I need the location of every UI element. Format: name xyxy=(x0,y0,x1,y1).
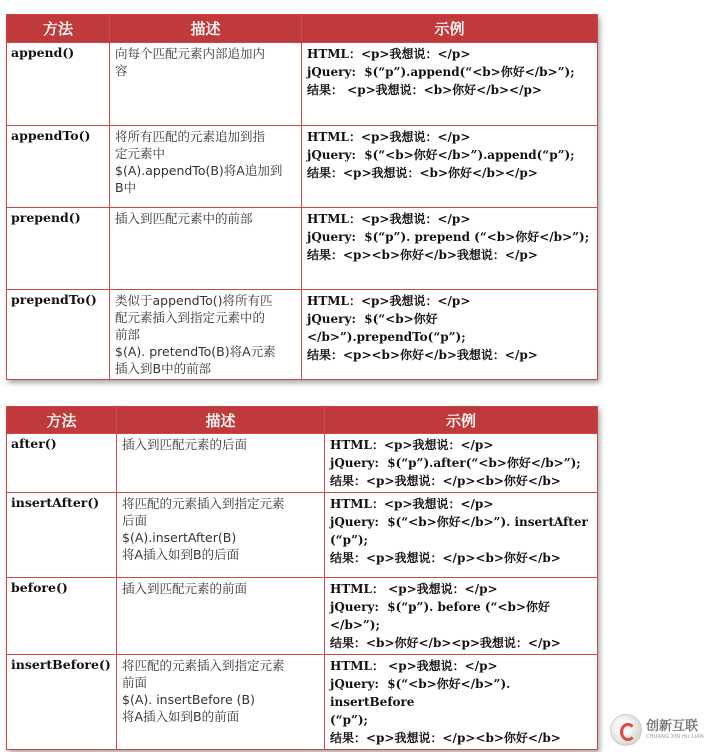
header-description: 描述 xyxy=(110,15,302,43)
example-line: jQuery: $(“p”). before (“<b>你好</b>”); xyxy=(330,600,550,632)
header-description: 描述 xyxy=(117,407,325,434)
method-example xyxy=(325,493,598,578)
example-line: HTML：<p>我想说：</p> xyxy=(307,130,471,144)
table-row xyxy=(7,208,598,290)
method-name: before() xyxy=(7,578,117,655)
description-line: 后面 xyxy=(122,513,148,528)
table-header-row xyxy=(7,15,598,43)
description-line: 前面 xyxy=(122,675,148,690)
example-line: jQuery: $(“p”).after(“<b>你好</b>”); xyxy=(330,456,581,470)
header-example: 示例 xyxy=(302,15,598,43)
method-description xyxy=(110,43,302,126)
example-line: HTML： <p>我想说：</p> xyxy=(330,582,498,596)
method-description xyxy=(117,493,325,578)
method-description xyxy=(117,434,325,493)
example-line: jQuery: $(“p”). prepend (“<b>你好</b>”); xyxy=(307,230,590,244)
table-row xyxy=(7,126,598,208)
description-line: 插入到匹配元素的前面 xyxy=(122,581,248,596)
brand-name-en: CHUANG XIN HU LIAN xyxy=(646,734,704,740)
example-line: 结果：<p><b>你好</b>我想说：</p> xyxy=(307,248,538,262)
method-description xyxy=(110,208,302,290)
description-line: 插入到匹配元素的后面 xyxy=(122,437,248,452)
jquery-insert-outside-table xyxy=(6,406,598,750)
example-line: jQuery: $(“<b>你好</b>”). insertAfter xyxy=(330,515,588,529)
method-name: prepend() xyxy=(7,208,110,290)
description-line: 容 xyxy=(115,63,128,78)
header-method: 方法 xyxy=(7,15,110,43)
table-row xyxy=(7,434,598,493)
description-line: $(A). insertBefore (B) xyxy=(122,692,256,707)
example-line: HTML：<p>我想说：</p> xyxy=(307,294,471,308)
table-row xyxy=(7,655,598,750)
example-line: 结果：<p>我想说：</p><b>你好</b> xyxy=(330,731,561,745)
method-description xyxy=(117,578,325,655)
method-name: insertBefore() xyxy=(7,655,117,750)
description-line: 插入到匹配元素中的前部 xyxy=(115,211,253,226)
method-name: append() xyxy=(7,43,110,126)
description-line: $(A).insertAfter(B) xyxy=(122,530,237,545)
description-line: 定元素中 xyxy=(115,146,166,161)
example-line: 结果：<p>我想说：<b>你好</b></p> xyxy=(307,166,538,180)
description-line: 将匹配的元素插入到指定元素 xyxy=(122,496,285,511)
table-row xyxy=(7,493,598,578)
method-example xyxy=(302,290,598,380)
table-header-row xyxy=(7,407,598,434)
method-name: prependTo() xyxy=(7,290,110,380)
example-line: jQuery: $(“<b>你好</b>”).prependTo(“p”); xyxy=(307,312,466,344)
example-line: jQuery: $(“<b>你好</b>”). insertBefore xyxy=(330,677,515,709)
method-example xyxy=(325,434,598,493)
example-line: jQuery: $(“<b>你好</b>”).append(“p”); xyxy=(307,148,575,162)
example-line: jQuery: $(“p”).append(“<b>你好</b>”); xyxy=(307,65,575,79)
example-line: HTML：<p>我想说：</p> xyxy=(330,438,494,452)
description-line: 前部 xyxy=(115,327,141,342)
description-line: 将A插入如到B的后面 xyxy=(122,547,240,562)
method-description xyxy=(110,290,302,380)
header-method: 方法 xyxy=(7,407,117,434)
example-line: HTML：<p>我想说：</p> xyxy=(307,47,471,61)
method-example xyxy=(325,578,598,655)
method-example xyxy=(302,126,598,208)
description-line: 类似于appendTo()将所有匹 xyxy=(115,293,273,308)
method-description xyxy=(110,126,302,208)
method-name: appendTo() xyxy=(7,126,110,208)
table-row xyxy=(7,290,598,380)
method-description xyxy=(117,655,325,750)
example-line: (“p”); xyxy=(330,533,368,547)
method-example xyxy=(325,655,598,750)
example-line: 结果： <p>我想说：<b>你好</b></p> xyxy=(307,83,542,97)
method-example xyxy=(302,208,598,290)
description-line: 将所有匹配的元素追加到指 xyxy=(115,129,266,144)
example-line: (“p”); xyxy=(330,713,368,727)
description-line: 将匹配的元素插入到指定元素 xyxy=(122,658,285,673)
description-line: 将A插入如到B的前面 xyxy=(122,709,240,724)
example-line: 结果：<p><b>你好</b>我想说：</p> xyxy=(307,348,538,362)
example-line: HTML：<p>我想说：</p> xyxy=(330,497,494,511)
example-line: 结果：<p>我想说：</p><b>你好</b> xyxy=(330,551,561,565)
description-line: 向每个匹配元素内部追加内 xyxy=(115,46,266,61)
description-line: B中 xyxy=(115,180,137,195)
brand-name-cn: 创新互联 xyxy=(646,719,699,734)
header-example: 示例 xyxy=(325,407,598,434)
example-line: 结果：<p>我想说：</p><b>你好</b> xyxy=(330,474,561,488)
jquery-insert-inside-table xyxy=(6,14,598,380)
table-row xyxy=(7,43,598,126)
description-line: $(A). pretendTo(B)将A元素 xyxy=(115,344,276,359)
method-name: insertAfter() xyxy=(7,493,117,578)
table-row xyxy=(7,578,598,655)
description-line: $(A).appendTo(B)将A追加到 xyxy=(115,163,283,178)
description-line: 插入到B中的前部 xyxy=(115,361,212,376)
brand-logo-icon xyxy=(610,714,642,746)
example-line: 结果：<b>你好</b><p>我想说：</p> xyxy=(330,636,561,650)
example-line: HTML：<p>我想说：</p> xyxy=(307,212,471,226)
brand-watermark xyxy=(610,712,710,748)
method-name: after() xyxy=(7,434,117,493)
example-line: HTML： <p>我想说：</p> xyxy=(330,659,498,673)
method-example xyxy=(302,43,598,126)
description-line: 配元素插入到指定元素中的 xyxy=(115,310,266,325)
